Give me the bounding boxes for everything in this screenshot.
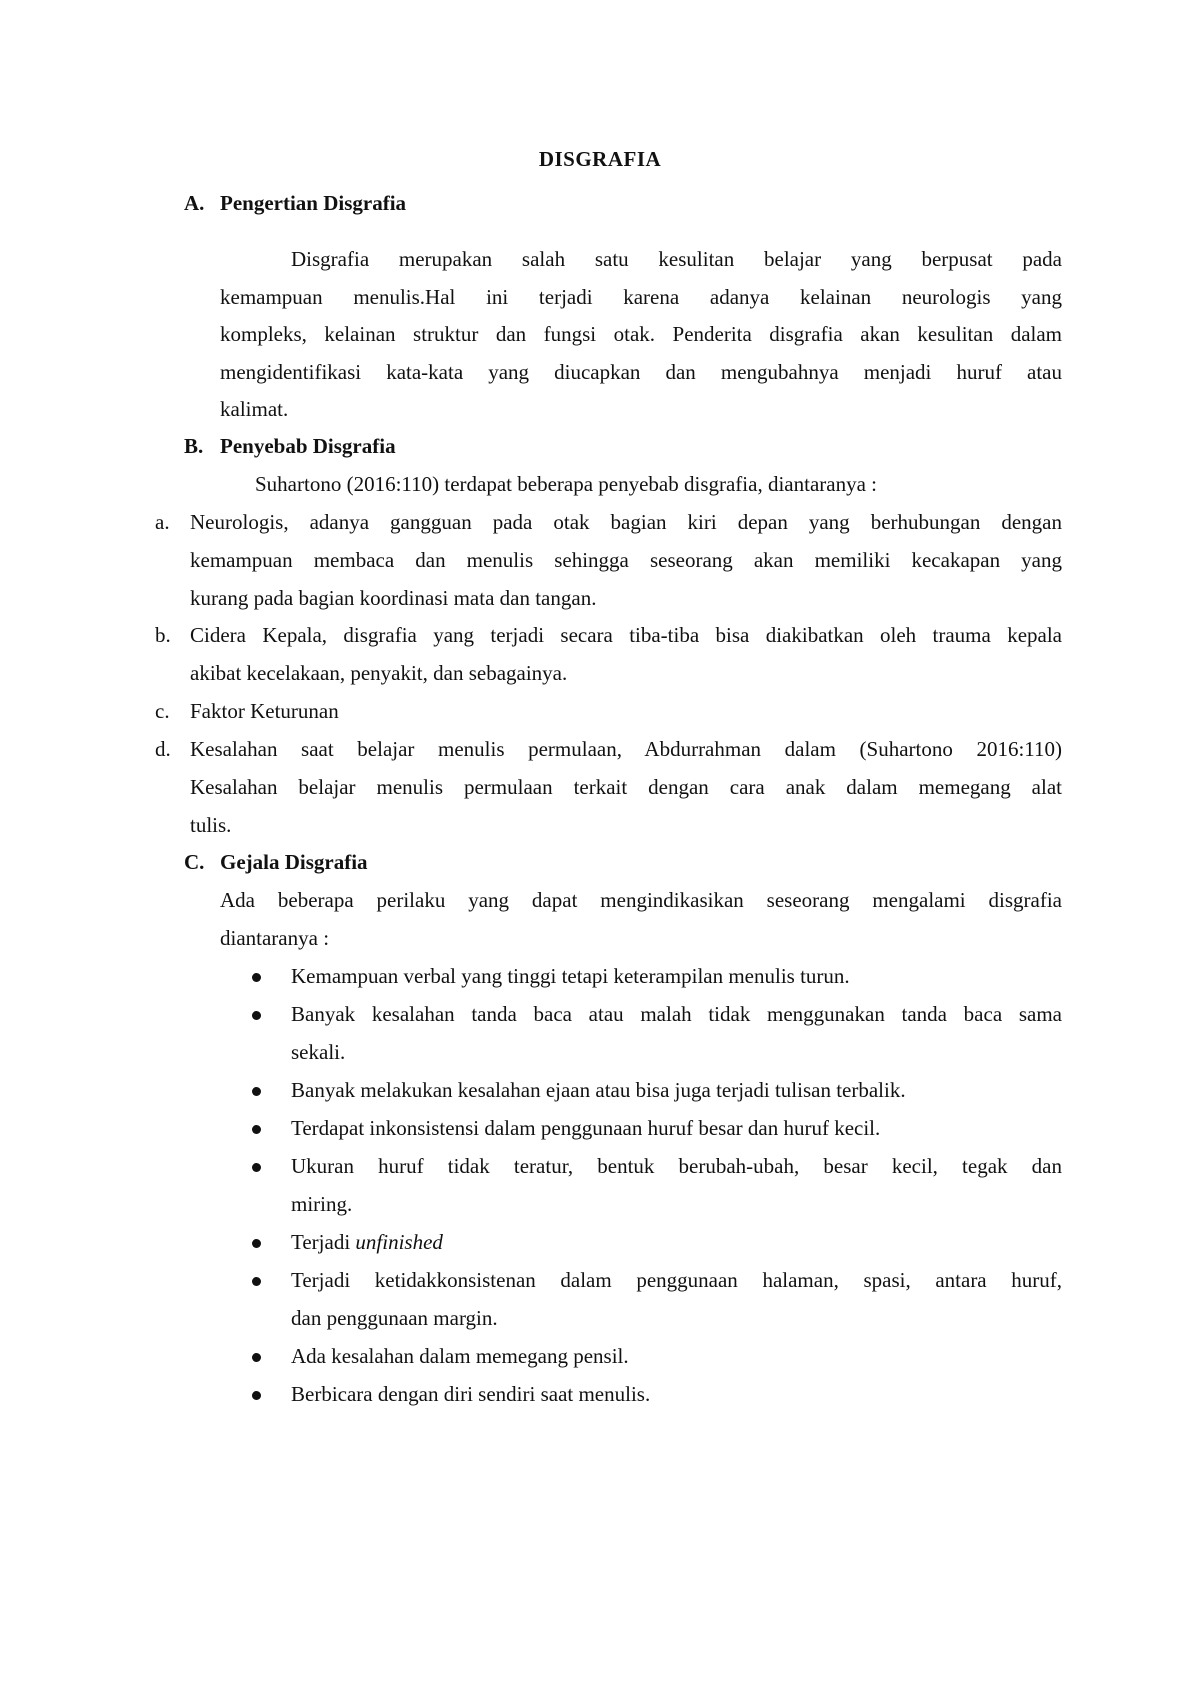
- list-item-line: akibat kecelakaan, penyakit, dan sebagainya.: [190, 661, 568, 685]
- list-item-line: Cidera Kepala, disgrafia yang terjadi secara tiba-tiba bisa diakibatkan oleh trauma kepala: [190, 623, 1062, 647]
- section-a-line: kalimat.: [220, 397, 289, 421]
- list-item-label: c.: [155, 699, 170, 723]
- section-a-line: kompleks, kelainan struktur dan fungsi otak. Penderita disgrafia akan kesulitan dalam: [220, 322, 1062, 346]
- bullet-line: Berbicara dengan diri sendiri saat menulis.: [291, 1382, 651, 1406]
- list-item-label: b.: [155, 623, 171, 647]
- list-item-line: Faktor Keturunan: [190, 699, 339, 723]
- section-a-line: mengidentifikasi kata-kata yang diucapkan dan mengubahnya menjadi huruf atau: [220, 360, 1062, 384]
- bullet-line: Terdapat inkonsistensi dalam penggunaan huruf besar dan huruf kecil.: [291, 1116, 881, 1140]
- bullet-icon: [252, 1163, 261, 1172]
- bullet-icon: [252, 1087, 261, 1096]
- document-title: DISGRAFIA: [538, 147, 662, 171]
- bullet-icon: [252, 1277, 261, 1286]
- list-item-label: a.: [155, 510, 170, 534]
- bullet-prefix: Terjadi: [291, 1230, 356, 1254]
- bullet-line: [291, 1232, 443, 1253]
- bullet-line: Banyak kesalahan tanda baca atau malah tidak menggunakan tanda baca sama: [291, 1002, 1062, 1026]
- list-item-label: d.: [155, 737, 171, 761]
- section-a-letter: A.: [184, 191, 205, 215]
- section-c-intro: diantaranya :: [220, 926, 330, 950]
- bullet-line: Kemampuan verbal yang tinggi tetapi keterampilan menulis turun.: [291, 964, 850, 988]
- bullet-icon: [252, 1011, 261, 1020]
- list-item-line: tulis.: [190, 813, 232, 837]
- bullet-icon: [252, 1125, 261, 1134]
- list-item-line: Kesalahan saat belajar menulis permulaan, Abdurrahman dalam (Suhartono 2016:110): [190, 737, 1062, 761]
- list-item-line: kemampuan membaca dan menulis sehingga seseorang akan memiliki kecakapan yang: [190, 548, 1062, 572]
- bullet-icon: [252, 1353, 261, 1362]
- section-b-letter: B.: [184, 434, 204, 458]
- section-a-heading: Pengertian Disgrafia: [220, 191, 407, 215]
- section-a-line: Disgrafia merupakan salah satu kesulitan belajar yang berpusat pada: [291, 247, 1062, 271]
- bullet-line: Terjadi ketidakkonsistenan dalam penggunaan halaman, spasi, antara huruf,: [291, 1268, 1062, 1292]
- bullet-icon: [252, 1239, 261, 1248]
- list-item-line: Neurologis, adanya gangguan pada otak bagian kiri depan yang berhubungan dengan: [190, 510, 1062, 534]
- section-a-line: kemampuan menulis.Hal ini terjadi karena adanya kelainan neurologis yang: [220, 285, 1062, 309]
- list-item-line: Kesalahan belajar menulis permulaan terkait dengan cara anak dalam memegang alat: [190, 775, 1062, 799]
- bullet-line: miring.: [291, 1192, 353, 1216]
- list-item-line: kurang pada bagian koordinasi mata dan tangan.: [190, 586, 597, 610]
- section-b-intro: Suhartono (2016:110) terdapat beberapa penyebab disgrafia, diantaranya :: [255, 472, 877, 496]
- section-c-intro: Ada beberapa perilaku yang dapat mengindikasikan seseorang mengalami disgrafia: [220, 888, 1062, 912]
- bullet-line: dan penggunaan margin.: [291, 1306, 498, 1330]
- bullet-icon: [252, 973, 261, 982]
- bullet-italic: unfinished: [355, 1230, 443, 1254]
- bullet-line: sekali.: [291, 1040, 346, 1064]
- bullet-line: Ada kesalahan dalam memegang pensil.: [291, 1344, 629, 1368]
- bullet-line: Banyak melakukan kesalahan ejaan atau bisa juga terjadi tulisan terbalik.: [291, 1078, 906, 1102]
- bullet-icon: [252, 1391, 261, 1400]
- section-c-heading: Gejala Disgrafia: [220, 850, 368, 874]
- section-c-letter: C.: [184, 850, 205, 874]
- bullet-line: Ukuran huruf tidak teratur, bentuk berubah-ubah, besar kecil, tegak dan: [291, 1154, 1062, 1178]
- section-b-heading: Penyebab Disgrafia: [220, 434, 396, 458]
